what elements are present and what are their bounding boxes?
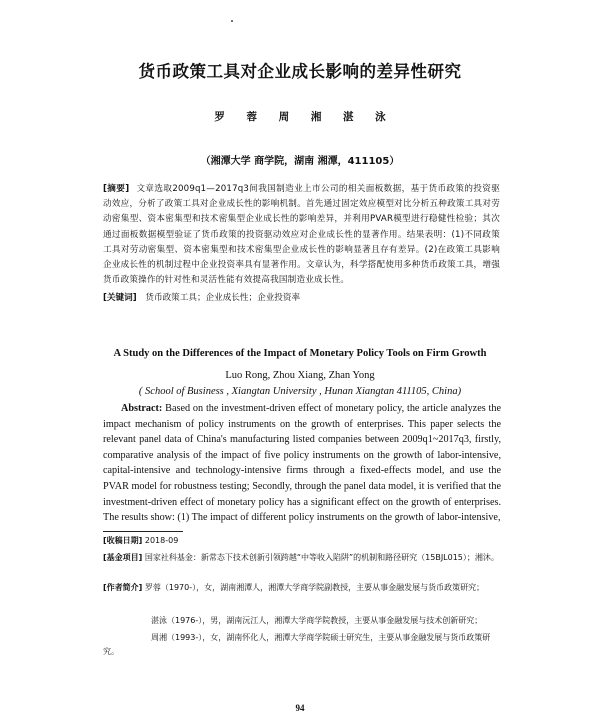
footnote-author-1 <box>103 581 501 595</box>
fund-label: [基金项目] <box>103 553 143 562</box>
author-bio-3: 周湘（1993-），女，湖南怀化人，湘潭大学商学院硕士研究生，主要从事金融发展与货币政策研究。 <box>103 633 491 656</box>
footnote-received <box>103 534 501 548</box>
footnote-fund <box>103 551 501 565</box>
page-number: 94 <box>295 703 305 713</box>
keywords-chinese <box>103 291 500 306</box>
received-label: [收稿日期] <box>103 536 143 545</box>
affiliation-english: ( School of Business , Xiangtan University , Hunan Xiangtan 411105, China) <box>138 386 462 397</box>
fund-text: 国家社科基金：新常态下技术创新引领跨越“中等收入陷阱”的机制和路径研究（15BJL015）；湘沐。 <box>144 553 499 562</box>
abstract-english <box>103 401 501 526</box>
title-english: A Study on the Differences of the Impact of Monetary Policy Tools on Firm Growth <box>113 348 487 359</box>
abstract-chinese-label: [摘要] <box>103 184 130 194</box>
speck <box>231 20 233 22</box>
abstract-english-text: Based on the investment-driven effect of monetary policy, the article analyzes the impact mechanism of policy instruments on the growth of enterprises. This paper selects the relevant panel data of China's manufacturing listed companies between 2009q1~2017q3, firstly, comparative analysis of the impact of five policy instruments on the growth of labor-intensive, capital-intensive and technology-intensive firms through a fixed-effects model, and use the PVAR model for robustness testing; Secondly, through the panel data model, it is verified that the investment-driven effect of monetary policy has a significant effect on the growth of enterprises. The results show: (1) The impact of different policy instruments on the growth of labor-intensive, <box>103 403 501 524</box>
authors-english: Luo Rong, Zhou Xiang, Zhan Yong <box>225 370 375 381</box>
author-bio-2: 湛泳（1976-），男，湖南沅江人，湘潭大学商学院教授，主要从事金融发展与技术创新研究； <box>151 616 483 625</box>
received-text: 2018-09 <box>144 536 179 545</box>
author-bio-1: 罗蓉（1970-），女，湖南湘潭人，湘潭大学商学院副教授，主要从事金融发展与货币政策研究； <box>144 583 485 592</box>
affiliation-chinese: （湘潭大学 商学院，湖南 湘潭，411105） <box>200 156 400 167</box>
footnote-author-3 <box>103 631 501 659</box>
authors-chinese: 罗 蓉 周 湘 湛 泳 <box>214 111 386 123</box>
footnote-divider <box>103 531 183 532</box>
author-bio-label: [作者简介] <box>103 583 143 592</box>
keywords-text: 货币政策工具；企业成长性；企业投资率 <box>145 293 301 303</box>
abstract-chinese <box>103 182 500 288</box>
keywords-label: [关键词] <box>103 293 137 303</box>
abstract-chinese-text: 文章选取2009q1—2017q3间我国制造业上市公司的相关面板数据，基于货币政策的投资驱动效应，分析了政策工具对企业成长性的影响机制。首先通过固定效应模型对比分析五种政策工具对劳动密集型、资本密集型和技术密集型企业成长性的影响差异，并利用PVAR模型进行稳健性检验；其次通过面板数据模型验证了货币政策的投资驱动效应对企业成长性的显著作用。结果表明：(1)不同政策工具对劳动密集型、资本密集型和技术密集型企业成长性的影响显著且存有差异。(2)在政策工具影响企业成长性的机制过程中企业投资率具有显著作用。文章认为，科学搭配使用多种货币政策工具，增强货币政策操作的针对性和灵活性能有效提高我国制造业成长性。 <box>103 184 501 286</box>
abstract-english-label: Abstract: <box>121 403 163 414</box>
title-chinese: 货币政策工具对企业成长影响的差异性研究 <box>138 62 462 81</box>
footnote-author-2 <box>103 614 501 628</box>
